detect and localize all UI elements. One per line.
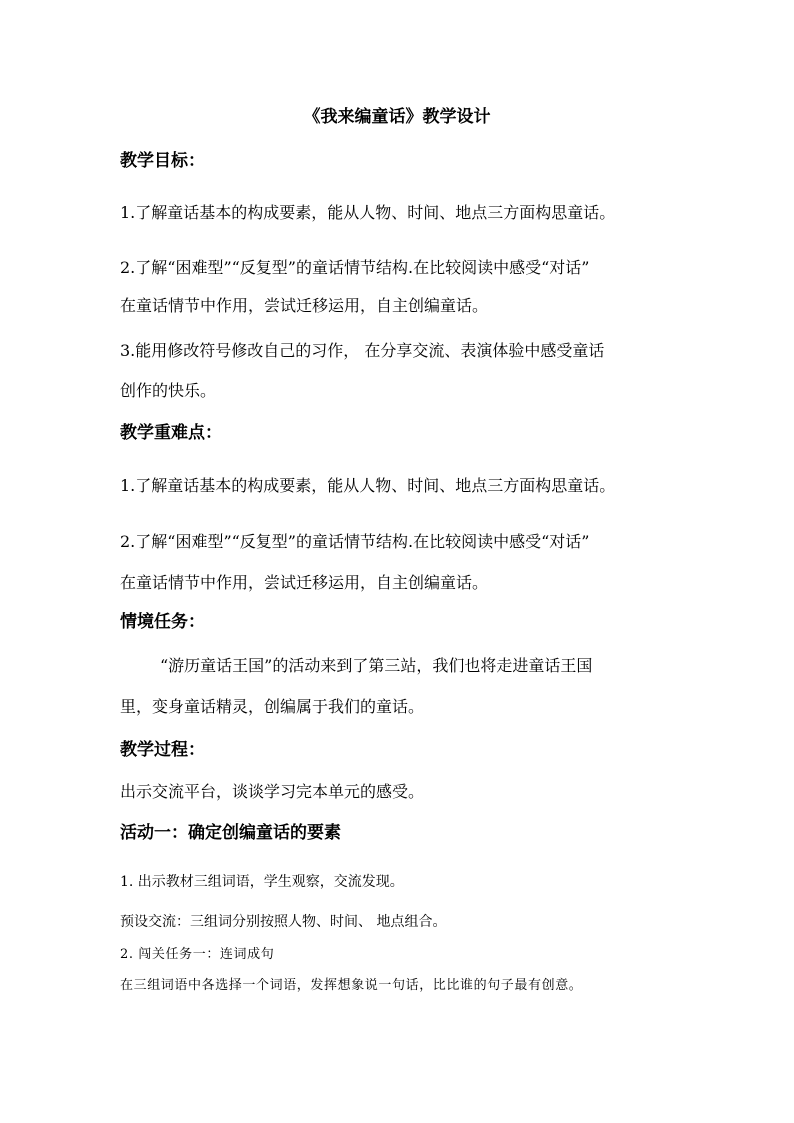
objective-item-2-line-1: 2.了解“困难型”“反复型”的童话情节结构.在比较阅读中感受“对话” — [120, 258, 590, 277]
objective-item-3-line-1: 3.能用修改符号修改自己的习作， 在分享交流、表演体验中感受童话 — [120, 341, 605, 360]
activity-one-preset: 预设交流：三组词分别按照人物、时间、 地点组合。 — [120, 914, 447, 930]
objective-item-3-line-2: 创作的快乐。 — [120, 381, 217, 400]
document-title: 《我来编童话》教学设计 — [303, 107, 491, 127]
situation-line-1: “游历童话王国”的活动来到了第三站，我们也将走进童话王国 — [160, 656, 593, 675]
objective-item-1: 1.了解童话基本的构成要素，能从人物、时间、地点三方面构思童话。 — [120, 203, 616, 222]
key-points-heading: 教学重难点： — [120, 423, 222, 443]
activity-one-heading: 活动一：确定创编童话的要素 — [120, 823, 341, 843]
key-point-item-1: 1.了解童话基本的构成要素，能从人物、时间、地点三方面构思童话。 — [120, 476, 616, 495]
process-heading: 教学过程： — [120, 740, 205, 760]
key-point-item-2-line-2: 在童话情节中作用，尝试迁移运用，自主创编童话。 — [120, 573, 489, 592]
activity-one-step-1: 1. 出示教材三组词语，学生观察，交流发现。 — [120, 874, 404, 890]
activity-one-step-2-desc: 在三组词语中各选择一个词语，发挥想象说一句话，比比谁的句子最有创意。 — [120, 978, 583, 993]
objectives-heading: 教学目标： — [120, 151, 205, 171]
objective-item-2-line-2: 在童话情节中作用，尝试迁移运用，自主创编童话。 — [120, 296, 489, 315]
key-point-item-2-line-1: 2.了解“困难型”“反复型”的童话情节结构.在比较阅读中感受“对话” — [120, 532, 590, 551]
situation-heading: 情境任务： — [120, 612, 205, 632]
process-line-1: 出示交流平台，谈谈学习完本单元的感受。 — [120, 782, 425, 801]
situation-line-2: 里，变身童话精灵，创编属于我们的童话。 — [120, 697, 425, 716]
activity-one-step-2: 2. 闯关任务一：连词成句 — [120, 947, 275, 962]
